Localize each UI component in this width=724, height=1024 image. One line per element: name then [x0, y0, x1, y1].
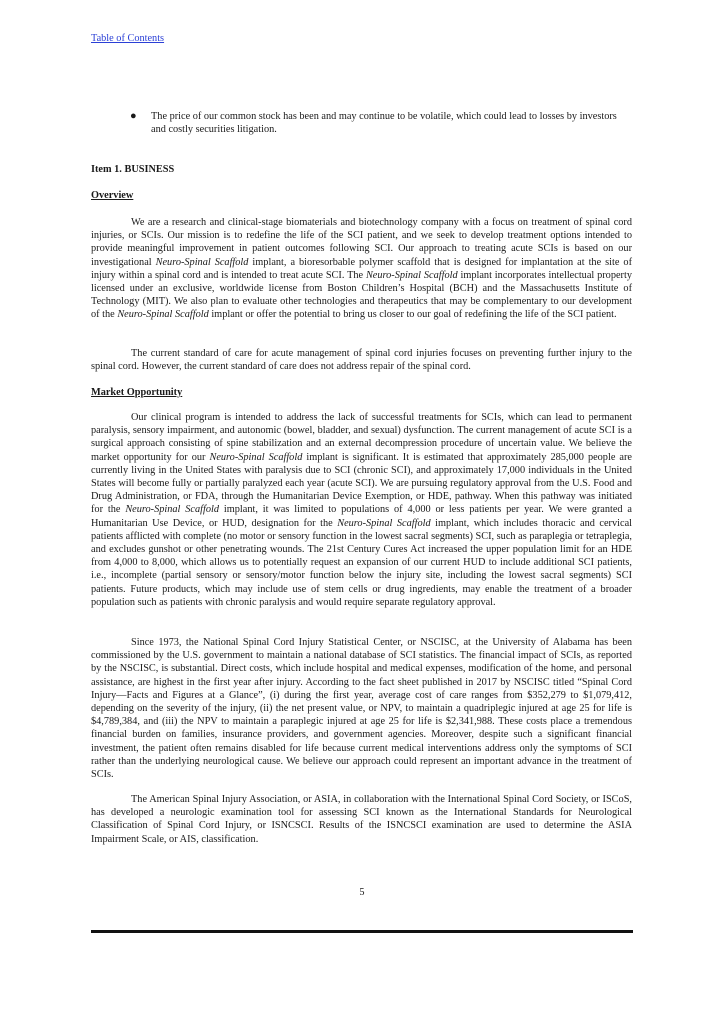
footer-divider — [91, 930, 633, 933]
bullet-icon: ● — [130, 110, 137, 122]
table-of-contents-link[interactable]: Table of Contents — [91, 33, 165, 44]
market-paragraph-3: The American Spinal Injury Association, or ASIA, in collaboration with the International Spinal Cord Society, or ISCoS, has developed a neurologic examination tool for assessing SCI known as the International Standards for Neurological Classification of Spinal Cord Injury, or ISNCSCI. Results of the ISNCSCI examination are used to determine the ASIA Impairment Scale, or AIS, classification. — [91, 794, 632, 845]
page-number: 5 — [359, 887, 365, 898]
market-paragraph-2: Since 1973, the National Spinal Cord Injury Statistical Center, or NSCISC, at the University of Alabama has been commissioned by the U.S. government to maintain a national database of SCI statistics. The financial impact of SCIs, as reported by the NSCISC, is substantial. Direct costs, which include hospital and medical expenses, modification of the home, and personal assistance, are highest in the first year after injury. According to the fact sheet published in 2017 by NSCISC titled “Spinal Cord Injury—Facts and Figures at a Glance”, (i) during the first year, average cost of care ranges from $352,279 to $1,079,412, depending on the severity of the injury, (ii) the net present value, or NPV, to maintain a quadriplegic injured at age 25 for life is $4,789,384, and (iii) the NPV to maintain a paraplegic injured at age 25 for life is $2,341,988. These costs place a tremendous financial burden on families, insurance providers, and government agencies. Moreover, despite such a significant financial investment, the patient often remains disabled for life because current medical interventions address only the symptoms of SCI rather than the underlying neurological cause. We believe our approach could represent an important advance in the treatment of SCIs. — [91, 637, 632, 781]
risk-bullet-list — [130, 110, 630, 136]
market-paragraph-1: Our clinical program is intended to address the lack of successful treatments for SCIs, which can lead to permanent paralysis, sensory impairment, and autonomic (bowel, bladder, and sexual) dysfunction. The current management of acute SCI is a surgical approach consisting of spine stabilization and an external decompression procedure of uncertain value. We believe the market opportunity for our Neuro-Spinal Scaffold implant is significant. It is estimated that approximately 285,000 people are currently living in the United States with paralysis due to SCI (chronic SCI), and approximately 17,000 individuals in the United States will become fully or partially paralyzed each year (acute SCI). We are pursuing regulatory approval from the U.S. Food and Drug Administration, or FDA, through the Humanitarian Device Exemption, or HDE, pathway. When this pathway was initiated for the Neuro-Spinal Scaffold implant, it was limited to populations of 4,000 or less patients per year. We were granted a Humanitarian Use Device, or HUD, designation for the Neuro-Spinal Scaffold implant, which includes thoracic and cervical patients afflicted with complete (no motor or sensory function in the lowest sacral segments) SCI, such as paraplegia or tetraplegia, and excludes gunshot or other penetrating wounds. The 21st Century Cures Act increased the upper population limit for an HDE from 4,000 to 8,000, which allows us to potentially request an expansion of our current HUD to include additional SCI patients, i.e., incomplete (partial sensory or sensory/motor function below the injury site, including the lowest sacral segments) SCI patients. Future products, which may include use of stem cells or drug ingredients, may enable the treatment of a broader population such as patients with chronic paralysis and would require separate regulatory approval. — [91, 412, 632, 608]
overview-paragraph-2: The current standard of care for acute management of spinal cord injuries focuses on preventing further injury to the spinal cord. However, the current standard of care does not address repair of the spinal cord. — [91, 348, 632, 373]
risk-bullet-text: The price of our common stock has been and may continue to be volatile, which could lead to losses by investors and costly securities litigation. — [151, 111, 617, 136]
item-heading: Item 1. BUSINESS — [91, 164, 175, 175]
market-opportunity-heading: Market Opportunity — [91, 387, 183, 398]
overview-paragraph-1: We are a research and clinical-stage biomaterials and biotechnology company with a focus on treatment of spinal cord injuries, or SCIs. Our mission is to redefine the life of the SCI patient, and we seek to develop treatment options intended to provide meaningful improvement in patient outcomes following SCI. Our approach to treating acute SCIs is based on our investigational Neuro-Spinal Scaffold implant, a bioresorbable polymer scaffold that is designed for implantation at the site of injury within a spinal cord and is intended to treat acute SCI. The Neuro-Spinal Scaffold implant incorporates intellectual property licensed under an exclusive, worldwide license from Boston Children’s Hospital (BCH) and the Massachusetts Institute of Technology (MIT). We also plan to evaluate other technologies and therapeutics that may be complementary to our development of the Neuro-Spinal Scaffold implant or offer the potential to bring us closer to our goal of redefining the life of the SCI patient. — [91, 217, 632, 321]
overview-heading: Overview — [91, 190, 134, 201]
